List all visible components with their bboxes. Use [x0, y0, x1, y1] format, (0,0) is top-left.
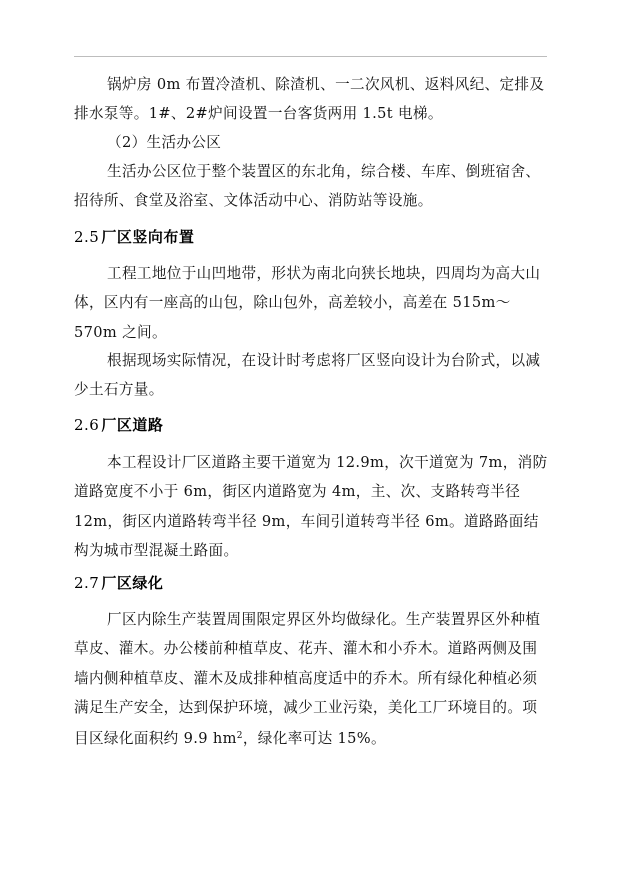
- paragraph-terrain: 工程工地位于山凹地带，形状为南北向狭长地块，四周均为高大山体，区内有一座高的山包，除山包外，高差较小，高差在 515m～570m 之间。: [74, 265, 541, 341]
- heading-text: 厂区道路: [101, 416, 164, 434]
- heading-2-6: [74, 414, 163, 435]
- heading-2-5: [74, 226, 194, 247]
- heading-text: 厂区竖向布置: [101, 228, 195, 246]
- paragraph-roads: 本工程设计厂区道路主要干道宽为 12.9m，次干道宽为 7m，消防道路宽度不小于 6m，街区内道路宽为 4m，主、次、支路转弯半径 12m，街区内道路转弯半径 9m，车间引道转弯半径 6m。道路路面结构为城市型混凝土路面。: [74, 454, 548, 559]
- greening-text: 厂区内除生产装置周围限定界区外均做绿化。生产装置界区外种植草皮、灌木。办公楼前种植草皮、花卉、灌木和小乔木。道路两侧及围墙内侧种植草皮、灌木及成排种植高度适中的乔木。所有绿化种植必须满足生产安全，达到保护环境，减少工业污染，美化工厂环境目的。项目区绿化面积约 9.9 hm: [74, 611, 541, 748]
- paragraph-greening: [74, 605, 552, 753]
- area-unit-superscript: 2: [236, 731, 243, 742]
- greening-rate-text: ，绿化率可达 15%。: [242, 730, 386, 748]
- paragraph-boiler-room: 锅炉房 0m 布置冷渣机、除渣机、一二次风机、返料风纪、定排及排水泵等。1#、2#炉间设置一台客货两用 1.5t 电梯。: [74, 76, 545, 123]
- heading-number: 2.5: [74, 228, 100, 246]
- paragraph-office-area: 生活办公区位于整个装置区的东北角，综合楼、车库、倒班宿舍、招待所、食堂及浴室、文体活动中心、消防站等设施。: [74, 163, 541, 210]
- subsection-office-area: （2）生活办公区: [107, 134, 222, 151]
- heading-2-7: [74, 572, 163, 593]
- paragraph-vertical-design: 根据现场实际情况，在设计时考虑将厂区竖向设计为台阶式，以减少土石方量。: [74, 352, 541, 399]
- heading-text: 厂区绿化: [101, 574, 164, 592]
- header-rule: [74, 56, 547, 57]
- heading-number: 2.7: [74, 574, 100, 592]
- heading-number: 2.6: [74, 416, 100, 434]
